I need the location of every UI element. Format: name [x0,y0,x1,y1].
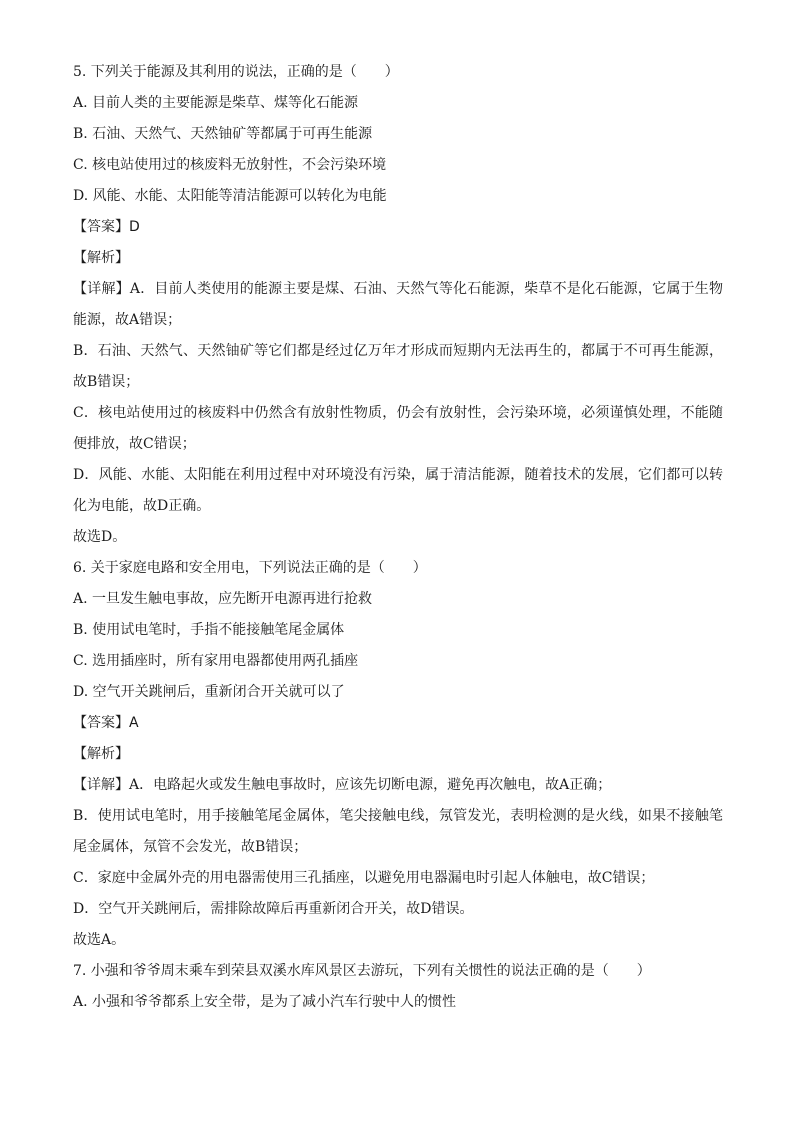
question-7-stem: 7. 小强和爷爷周末乘车到荣县双溪水库风景区去游玩，下列有关惯性的说法正确的是（ ） [73,963,651,979]
question-6-analysis-label: 【解析】 [73,746,129,762]
question-5-conclusion: 故选D。 [73,529,127,545]
detail-line: 化为电能，故D正确。 [73,498,211,514]
question-6-option-a: A. 一旦发生触电事故，应先断开电源再进行抢救 [73,591,373,607]
question-6-detail-d: D．空气开关跳闸后，需排除故障后再重新闭合开关，故D错误。 [73,901,474,917]
question-6-detail-b [73,806,723,857]
question-5-detail-b [73,341,723,392]
question-6-option-c: C. 选用插座时，所有家用电器都使用两孔插座 [73,653,359,669]
question-6-detail-a: 【详解】A．电路起火或发生触电事故时，应该先切断电源，避免再次触电，故A正确； [73,777,612,793]
question-7-option-a: A. 小强和爷爷都系上安全带，是为了减小汽车行驶中人的惯性 [73,994,457,1010]
question-5-option-a: A. 目前人类的主要能源是柴草、煤等化石能源 [73,95,359,111]
detail-line: B．使用试电笔时，用手接触笔尾金属体，笔尖接触电线，氖管发光，表明检测的是火线，如果不接触笔 [73,808,723,824]
question-5-analysis-label: 【解析】 [73,250,129,266]
question-5-option-d: D. 风能、水能、太阳能等清洁能源可以转化为电能 [73,188,387,204]
question-5-option-b: B. 石油、天然气、天然铀矿等都属于可再生能源 [73,126,373,142]
question-5-detail-a [73,279,723,330]
question-6-conclusion: 故选A。 [73,932,126,948]
question-6-option-d: D. 空气开关跳闸后，重新闭合开关就可以了 [73,684,345,700]
detail-line: B．石油、天然气、天然铀矿等它们都是经过亿万年才形成而短期内无法再生的，都属于不可再生能源， [73,343,723,359]
detail-line: 能源，故A错误； [73,312,182,328]
question-6-option-b: B. 使用试电笔时，手指不能接触笔尾金属体 [73,622,345,638]
detail-line: C．核电站使用过的核废料中仍然含有放射性物质，仍会有放射性，会污染环境，必须谨慎处理，不能随 [73,405,723,421]
question-6-answer: 【答案】A [73,715,139,731]
document-page [73,62,723,1023]
question-5-detail-c [73,403,723,454]
detail-line: 尾金属体，氖管不会发光，故B错误； [73,839,308,855]
question-6-stem: 6. 关于家庭电路和安全用电，下列说法正确的是（ ） [73,560,427,576]
detail-line: 便排放，故C错误； [73,436,196,452]
detail-line: 【详解】A．目前人类使用的能源主要是煤、石油、天然气等化石能源，柴草不是化石能源，它属于生物 [73,281,723,297]
question-6-detail-c: C．家庭中金属外壳的用电器需使用三孔插座，以避免用电器漏电时引起人体触电，故C错误； [73,870,655,886]
detail-line: D．风能、水能、太阳能在利用过程中对环境没有污染，属于清洁能源，随着技术的发展，它们都可以转 [73,467,723,483]
question-5-option-c: C. 核电站使用过的核废料无放射性，不会污染环境 [73,157,387,173]
question-5-stem: 5. 下列关于能源及其利用的说法，正确的是（ ） [73,64,399,80]
question-5-detail-d [73,465,723,516]
question-5-answer: 【答案】D [73,219,140,235]
detail-line: 故B错误； [73,374,140,390]
